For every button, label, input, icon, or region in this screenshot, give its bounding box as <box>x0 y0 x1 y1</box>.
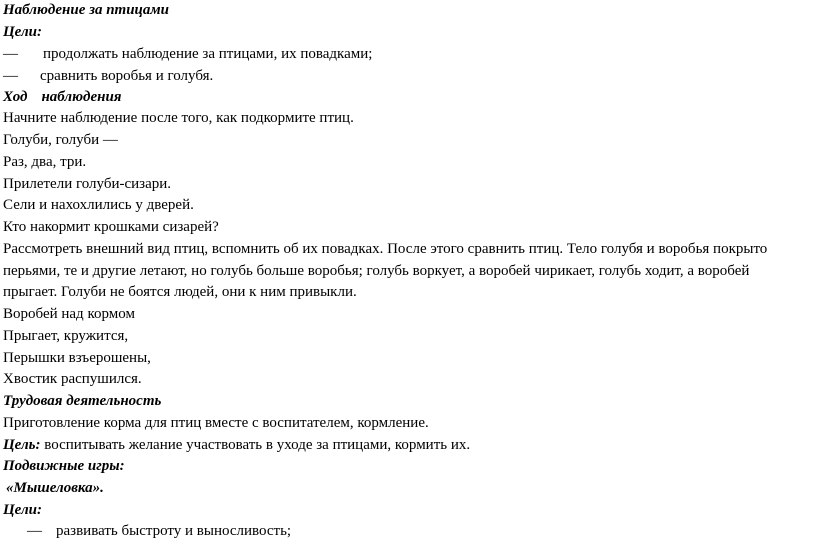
paragraph-line: перьями, те и другие летают, но голубь больше воробья; голубь воркует, а воробей чирикает, голубь ходит, а воробей <box>3 263 750 279</box>
poem1-line: Сели и нахохлились у дверей. <box>3 197 194 213</box>
goal-item <box>3 67 213 85</box>
poem2-line: Перышки взъерошены, <box>3 350 151 366</box>
games-heading: Подвижные игры: <box>3 458 125 474</box>
course-heading-word-1: Ход <box>3 89 28 105</box>
labor-goal-label: Цель: <box>3 437 41 453</box>
poem1-line: Голуби, голуби — <box>3 132 118 148</box>
course-heading <box>3 88 122 106</box>
paragraph-line: Рассмотреть внешний вид птиц, вспомнить об их повадках. После этого сравнить птиц. Тело голубя и воробья покрыто <box>3 241 768 257</box>
goal-dash: — <box>3 46 18 62</box>
course-heading-word-2: наблюдения <box>41 89 122 105</box>
goal-text: сравнить воробья и голубя. <box>40 68 214 84</box>
labor-text: Приготовление корма для птиц вместе с воспитателем, кормление. <box>3 415 429 431</box>
goal-item <box>3 45 372 63</box>
goal-dash: — <box>3 68 18 84</box>
poem1-line: Кто накормит крошками сизарей? <box>3 219 219 235</box>
poem2-line: Прыгает, кружится, <box>3 328 129 344</box>
games-goal-dash: — <box>27 523 42 539</box>
labor-goal <box>3 436 470 454</box>
games-goals-heading: Цели: <box>3 502 42 518</box>
paragraph-line: прыгает. Голуби не боятся людей, они к ним привыкли. <box>3 284 357 300</box>
goal-text: продолжать наблюдение за птицами, их повадками; <box>43 46 373 62</box>
doc-title: Наблюдение за птицами <box>3 2 170 18</box>
poem2-line: Воробей над кормом <box>3 306 135 322</box>
games-goal-text: развивать быстроту и выносливость; <box>56 523 292 539</box>
game-name: «Мышеловка». <box>6 480 104 496</box>
labor-goal-text: воспитывать желание участвовать в уходе за птицами, кормить их. <box>44 437 471 453</box>
poem2-line: Хвостик распушился. <box>3 371 142 387</box>
poem1-line: Прилетели голуби-сизари. <box>3 176 172 192</box>
games-goal-item <box>27 522 291 540</box>
labor-heading: Трудовая деятельность <box>3 393 162 409</box>
poem1-line: Раз, два, три. <box>3 154 87 170</box>
goals-heading: Цели: <box>3 24 42 40</box>
intro-text: Начните наблюдение после того, как подкормите птиц. <box>3 110 354 126</box>
